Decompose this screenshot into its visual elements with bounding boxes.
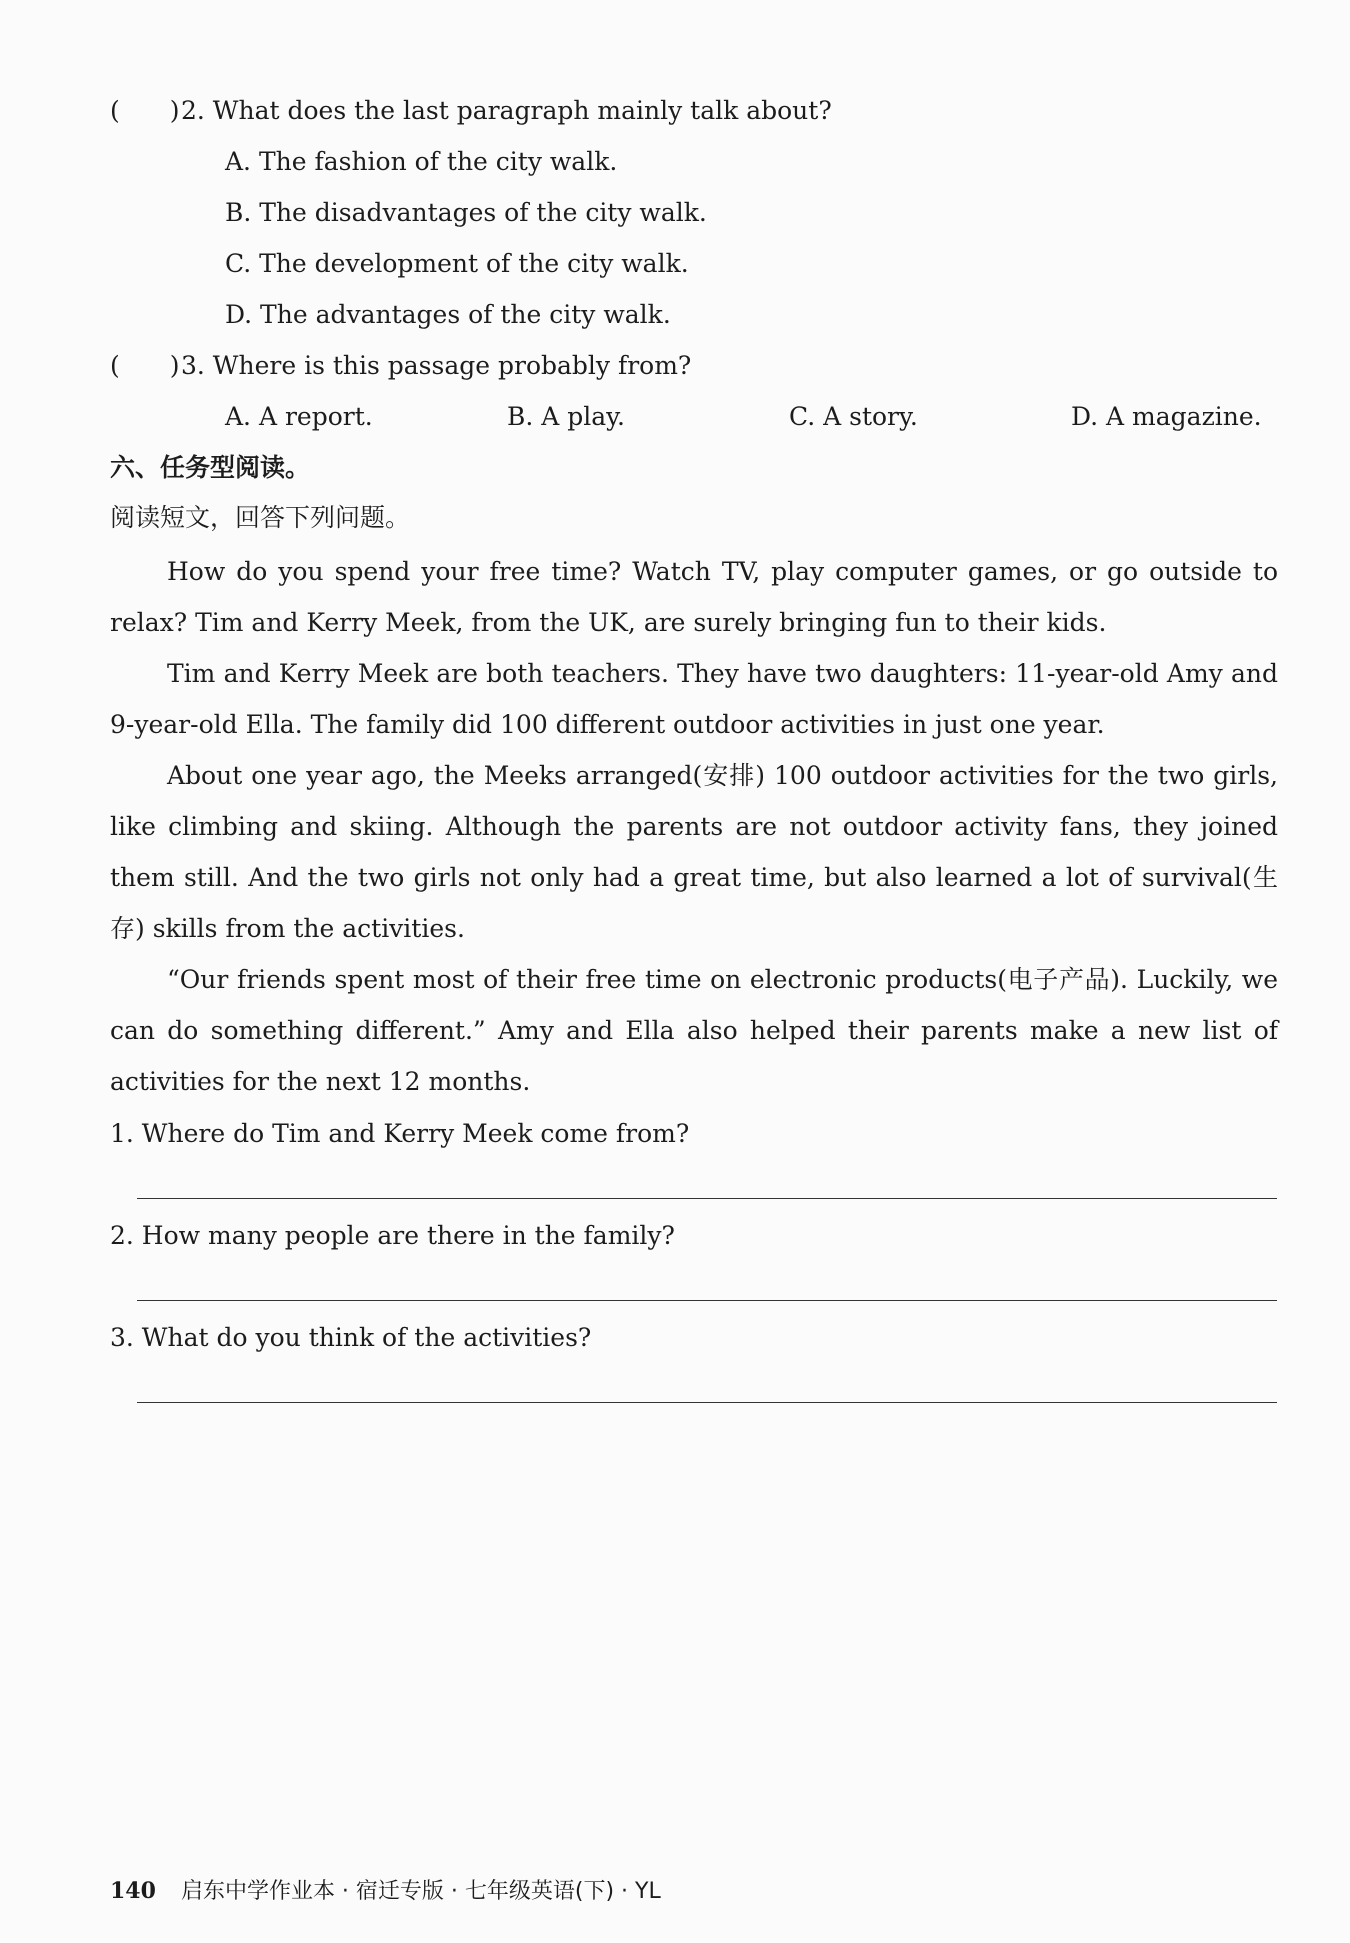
question-2-option-d: D. The advantages of the city walk. [225, 300, 671, 329]
passage-paragraph-1: How do you spend your free time? Watch TV, play computer games, or go outside to relax? Tim and Kerry Meek, from the UK, are surely bringing fun to their kids. [110, 557, 1278, 637]
question-2-stem: 2. What does the last paragraph mainly talk about? [181, 96, 832, 125]
question-3-option-b: B. A play. [507, 402, 625, 431]
answer-line-1[interactable] [137, 1198, 1277, 1199]
passage-paragraph-4: “Our friends spent most of their free time on electronic products(电子产品). Luckily, we can do something different.” Amy and Ella also helped their parents make a new list of activities for the next 12 months. [110, 965, 1278, 1096]
reading-passage [110, 546, 1278, 1107]
question-3-option-a: A. A report. [225, 402, 373, 431]
passage-paragraph-3: About one year ago, the Meeks arranged(安排) 100 outdoor activities for the two girls, like climbing and skiing. Although the parents are not outdoor activity fans, they joined them still. And the two girls not only had a great time, but also learned a lot of survival(生存) skills from the activities. [110, 761, 1278, 943]
question-2-option-b: B. The disadvantages of the city walk. [225, 198, 707, 227]
question-2-option-c: C. The development of the city walk. [225, 249, 689, 278]
passage-paragraph-2: Tim and Kerry Meek are both teachers. They have two daughters: 11-year-old Amy and 9-year-old Ella. The family did 100 different outdoor activities in just one year. [110, 659, 1278, 739]
answer-line-2[interactable] [137, 1300, 1277, 1301]
question-3-option-c: C. A story. [789, 402, 918, 431]
open-question-1: 1. Where do Tim and Kerry Meek come from? [110, 1119, 690, 1148]
section-instruction: 阅读短文，回答下列问题。 [110, 503, 411, 532]
open-question-3: 3. What do you think of the activities? [110, 1323, 592, 1352]
book-title: 启东中学作业本 · 宿迁专版 · 七年级英语(下) · YL [180, 1879, 661, 1904]
question-3-option-d: D. A magazine. [1071, 402, 1262, 431]
question-3-stem: 3. Where is this passage probably from? [181, 351, 692, 380]
page-number: 140 [110, 1878, 156, 1904]
open-question-2: 2. How many people are there in the family? [110, 1221, 675, 1250]
answer-bracket-q2[interactable]: ( ) [110, 96, 180, 125]
answer-line-3[interactable] [137, 1402, 1277, 1403]
answer-bracket-q3[interactable]: ( ) [110, 351, 180, 380]
section-heading: 六、任务型阅读。 [110, 453, 311, 482]
question-2-option-a: A. The fashion of the city walk. [225, 147, 618, 176]
page-footer [110, 1876, 661, 1907]
